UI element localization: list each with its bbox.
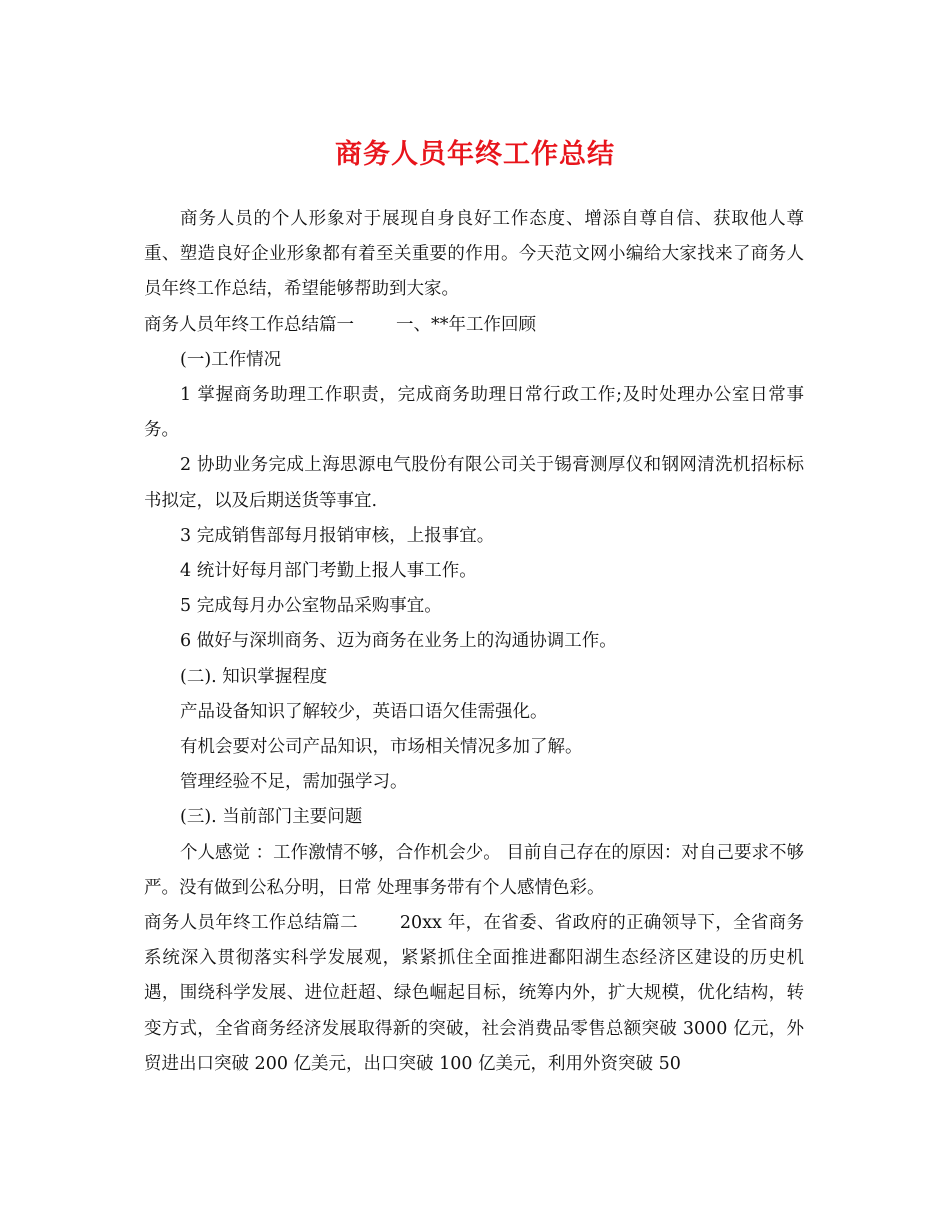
work-item: 6 做好与深圳商务、迈为商务在业务上的沟通协调工作。 — [180, 631, 617, 652]
problems-paragraph: 个人感觉 ：工作激情不够，合作机会少。 目前自己存在的原因：对自己要求不够严。没有做到公私分明，日常 处理事务带有个人感情色彩。 — [144, 842, 804, 898]
part2-paragraph — [144, 906, 804, 1082]
intro-paragraph: 商务人员的个人形象对于展现自身良好工作态度、增添自尊自信、获取他人尊重、塑造良好企业形象都有着至关重要的作用。今天范文网小编给大家找来了商务人员年终工作总结，希望能够帮助到大家。 — [144, 209, 804, 300]
section1-heading: (一)工作情况 — [180, 349, 282, 370]
work-item: 1 掌握商务助理工作职责，完成商务助理日常行政工作;及时处理办公室日常事务。 — [144, 385, 804, 441]
document-body — [144, 202, 804, 1082]
knowledge-item: 产品设备知识了解较少，英语口语欠佳需强化。 — [180, 701, 548, 722]
work-item: 5 完成每月办公室物品采购事宜。 — [180, 596, 442, 617]
part1-subtitle: 一、**年工作回顾 — [396, 314, 536, 335]
knowledge-item: 管理经验不足，需加强学习。 — [180, 772, 408, 793]
section2-heading: (二). 知识掌握程度 — [180, 666, 328, 687]
work-item: 3 完成销售部每月报销审核，上报事宜。 — [180, 525, 495, 546]
part1-heading: 商务人员年终工作总结篇一 — [144, 314, 354, 335]
section3-heading: (三). 当前部门主要问题 — [180, 807, 363, 828]
part2-text: 20xx 年，在省委、省政府的正确领导下，全省商务系统深入贯彻落实科学发展观，紧紧抓住全面推进鄱阳湖生态经济区建设的历史机遇，围绕科学发展、进位赶超、绿色崛起目标，统筹内外，扩大规模，优化结构，转变方式，全省商务经济发展取得新的突破，社会消费品零售总额突破 3000 亿元，外贸进出口突破 200 亿美元，出口突破 100 亿美元，利用外资突破 50 — [144, 913, 805, 1074]
work-item: 2 协助业务完成上海思源电气股份有限公司关于锡膏测厚仪和钢网清洗机招标标书拟定，以及后期送货等事宜. — [144, 455, 804, 511]
knowledge-item: 有机会要对公司产品知识，市场相关情况多加了解。 — [180, 737, 583, 758]
part2-heading: 商务人员年终工作总结篇二 — [144, 913, 358, 934]
document-title: 商务人员年终工作总结 — [335, 139, 615, 170]
work-item: 4 统计好每月部门考勤上报人事工作。 — [180, 561, 477, 582]
part1-heading-line — [144, 308, 804, 343]
